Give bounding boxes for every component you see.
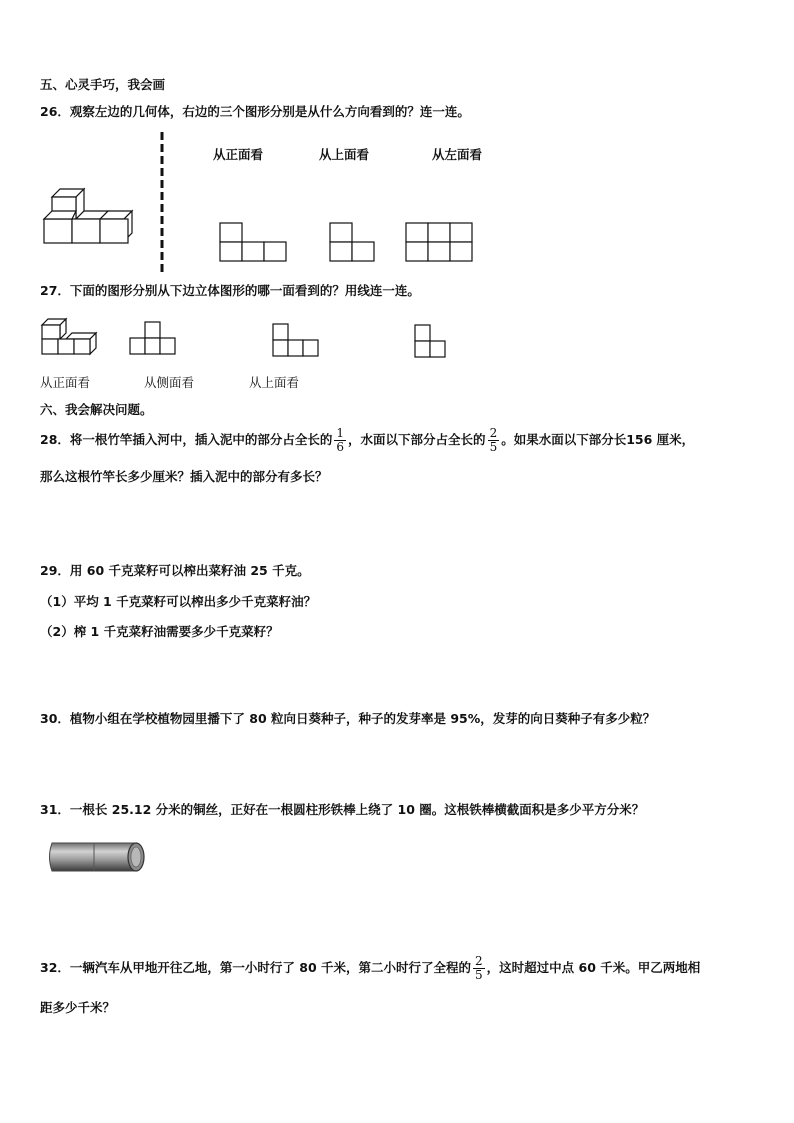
q28-part2: ，水面以下部分占全长的 xyxy=(348,432,486,447)
q26-label-top: 从上面看 xyxy=(319,147,370,162)
section-title: 五、心灵手巧，我会画 xyxy=(40,77,166,92)
q28-part1: 28．将一根竹竿插入河中，插入泥中的部分占全长的 xyxy=(40,432,333,447)
question-31-text: 31．一根长 25.12 分米的铜丝，正好在一根圆柱形铁棒上绕了 10 圈。这根铁棒横截面积是多少平方分米？ xyxy=(40,802,645,817)
q28-part3: 。如果水面以下部分长156 厘米， xyxy=(501,432,695,447)
q27-view-shape-2 xyxy=(273,324,321,358)
q32-part2: ，这时超过中点 60 千米。甲乙两地相 xyxy=(486,960,701,975)
cube-solid-figure xyxy=(40,180,145,250)
q27-label-front: 从正面看 xyxy=(40,375,91,390)
question-32-line2: 距多少千米？ xyxy=(40,1000,116,1015)
fraction-two-fifths: $\frac{2}{5}$ xyxy=(489,426,498,454)
q27-label-top: 从上面看 xyxy=(249,375,300,390)
iron-rod-image xyxy=(46,840,150,876)
question-32-text xyxy=(40,954,700,982)
q26-view-shape-1 xyxy=(220,223,288,263)
q26-label-left: 从左面看 xyxy=(432,147,483,162)
question-29-sub2: （2）榨 1 千克菜籽油需要多少千克菜籽？ xyxy=(40,624,279,639)
q27-label-side: 从侧面看 xyxy=(144,375,195,390)
q27-view-shape-3 xyxy=(415,325,449,361)
section-title: 六、我会解决问题。 xyxy=(40,402,153,417)
q26-view-shape-3 xyxy=(406,223,474,263)
fraction-one-sixth: $\frac{1}{6}$ xyxy=(336,426,345,454)
q27-view-shape-1 xyxy=(130,322,180,358)
question-29-sub1: （1）平均 1 千克菜籽可以榨出多少千克菜籽油？ xyxy=(40,594,317,609)
question-28-text xyxy=(40,426,694,454)
dashed-divider xyxy=(158,132,166,277)
question-26-text: 26．观察左边的几何体，右边的三个图形分别是从什么方向看到的？连一连。 xyxy=(40,104,470,119)
q26-view-shape-2 xyxy=(330,223,378,263)
q26-label-front: 从正面看 xyxy=(213,147,264,162)
question-29-text: 29．用 60 千克菜籽可以榨出菜籽油 25 千克。 xyxy=(40,563,310,578)
fraction-two-fifths: $\frac{2}{5}$ xyxy=(475,954,483,982)
question-27-text: 27．下面的图形分别从下边立体图形的哪一面看到的？用线连一连。 xyxy=(40,283,420,298)
q32-part1: 32．一辆汽车从甲地开往乙地，第一小时行了 80 千米，第二小时行了全程的 xyxy=(40,960,471,975)
block-solid-figure xyxy=(40,317,100,357)
question-28-line2: 那么这根竹竿长多少厘米？插入泥中的部分有多长？ xyxy=(40,469,328,484)
question-30-text: 30．植物小组在学校植物园里播下了 80 粒向日葵种子，种子的发芽率是 95%，发芽的向日葵种子有多少粒？ xyxy=(40,711,656,726)
